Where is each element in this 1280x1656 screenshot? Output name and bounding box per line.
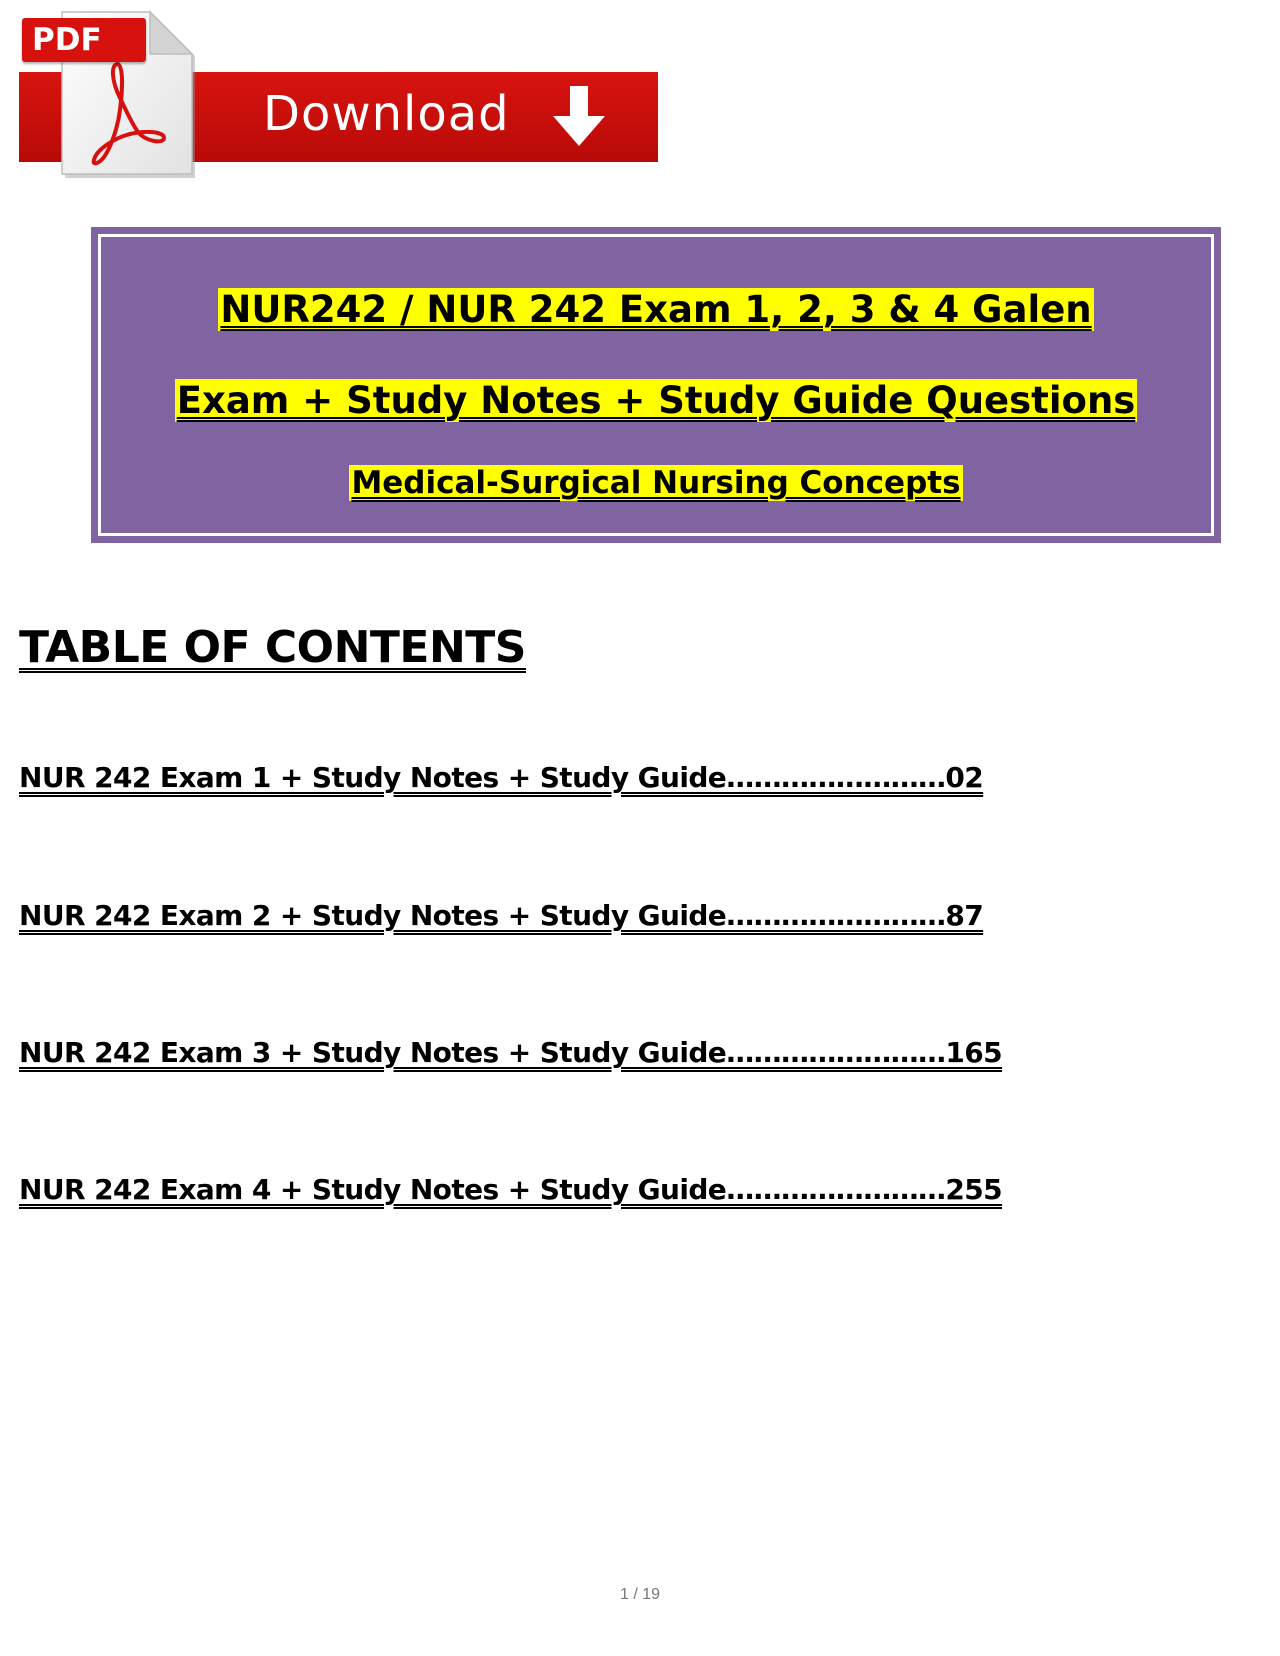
download-label: Download <box>263 86 510 142</box>
title-box <box>91 227 1221 543</box>
toc-heading: TABLE OF CONTENTS <box>19 622 526 673</box>
pdf-tag-label: PDF <box>32 22 102 58</box>
title-line-3-text: Medical-Surgical Nursing Concepts <box>351 465 961 501</box>
toc-entry-exam-2[interactable]: NUR 242 Exam 2 + Study Notes + Study Guide……………………87 <box>19 899 984 932</box>
title-line-1 <box>98 282 1214 338</box>
toc-entry-exam-3[interactable]: NUR 242 Exam 3 + Study Notes + Study Guide……………………165 <box>19 1036 1003 1069</box>
page-number: 1 / 19 <box>619 1586 661 1603</box>
title-line-2 <box>98 373 1214 429</box>
title-line-3 <box>98 460 1214 506</box>
title-line-2-text: Exam + Study Notes + Study Guide Questions <box>176 379 1136 422</box>
down-arrow-icon <box>553 86 605 146</box>
pdf-download-banner[interactable] <box>0 0 680 190</box>
title-line-1-text: NUR242 / NUR 242 Exam 1, 2, 3 & 4 Galen <box>220 288 1092 331</box>
toc-entry-exam-1[interactable]: NUR 242 Exam 1 + Study Notes + Study Guide……………………02 <box>19 761 984 794</box>
toc-entry-exam-4[interactable]: NUR 242 Exam 4 + Study Notes + Study Guide……………………255 <box>19 1173 1003 1206</box>
